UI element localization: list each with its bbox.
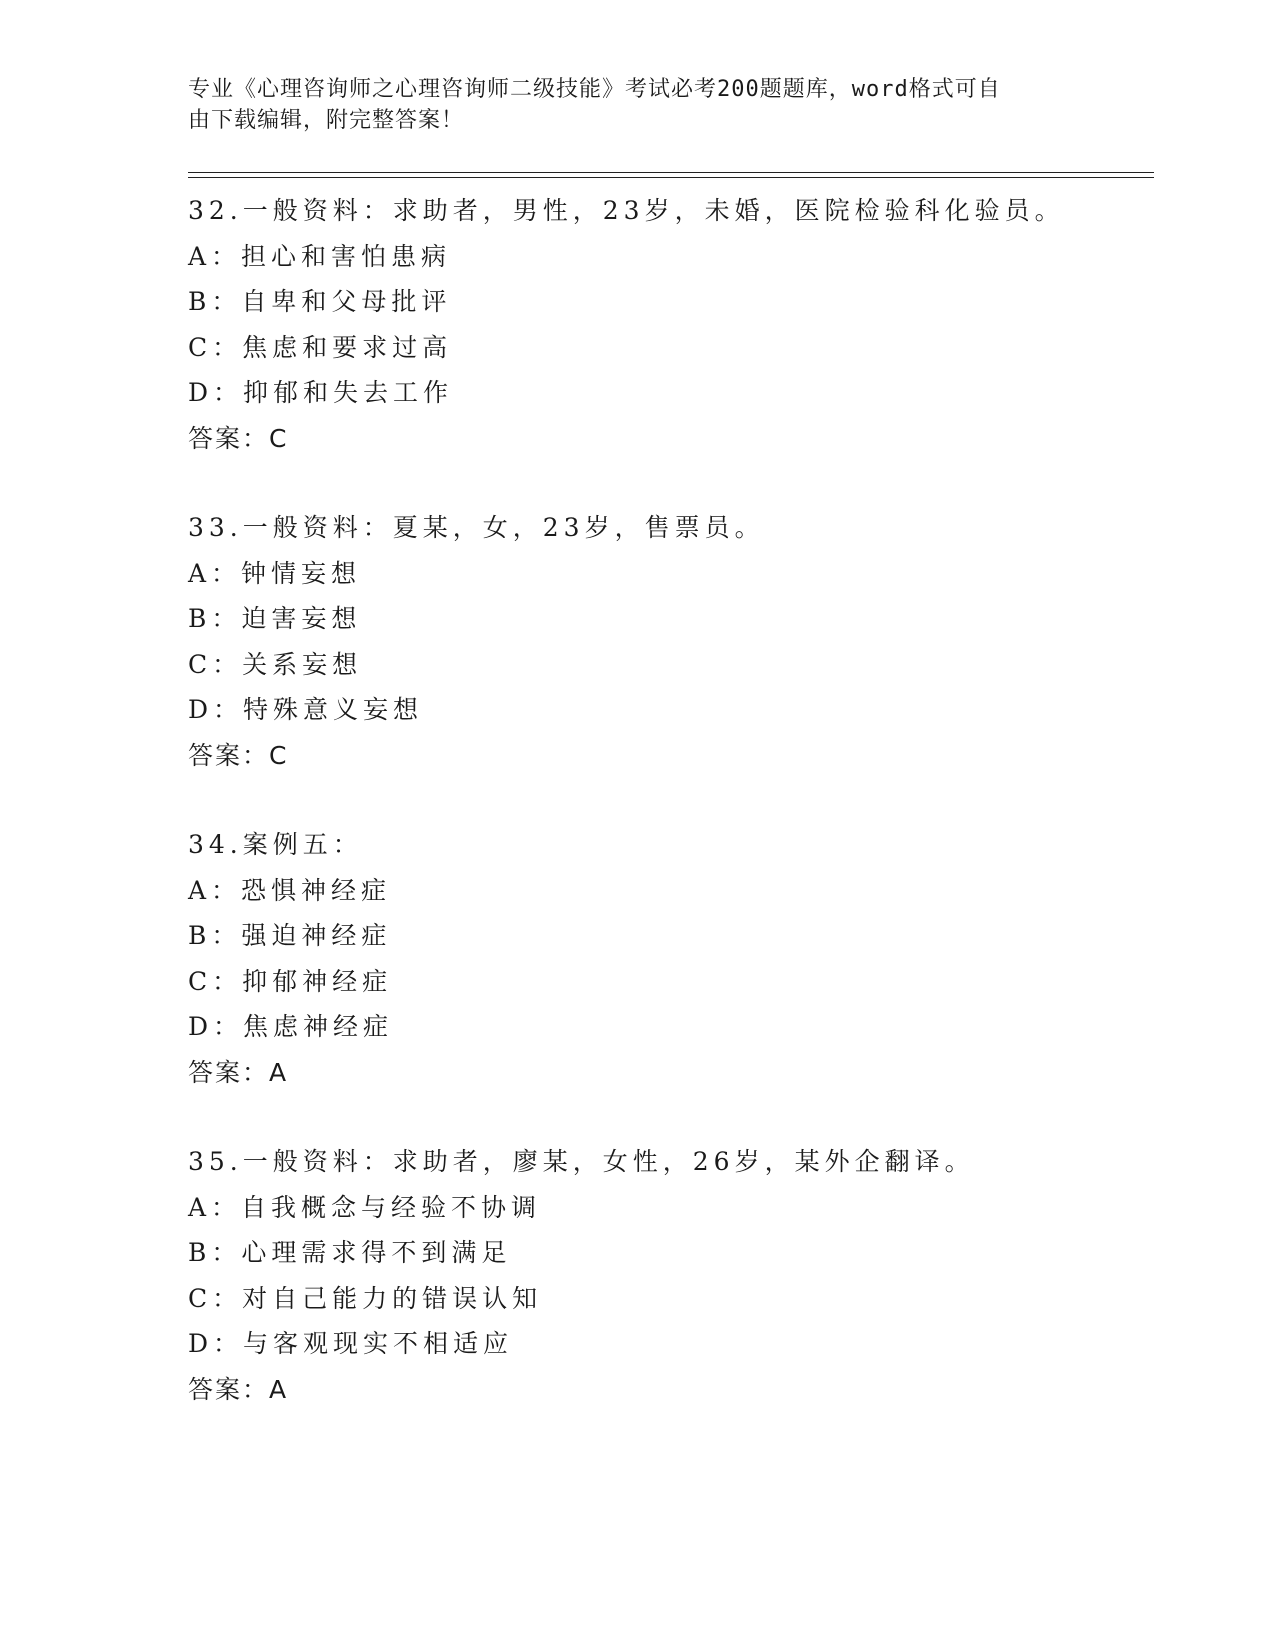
option-b: B：自卑和父母批评 [188, 287, 452, 316]
question-stem: 32.一般资料：求助者，男性，23岁，未婚，医院检验科化验员。 [188, 196, 1065, 225]
answer-text: 答案：A [188, 1374, 289, 1404]
question-32 [188, 188, 1154, 461]
option-a: A：担心和害怕患病 [188, 241, 452, 271]
question-list [188, 188, 1154, 1456]
option-a: A：自我概念与经验不协调 [188, 1192, 542, 1222]
header-divider-top [188, 172, 1154, 173]
question-stem: 35.一般资料：求助者，廖某，女性，26岁，某外企翻译。 [188, 1147, 975, 1176]
option-a: A：钟情妄想 [188, 558, 362, 588]
header-divider-bottom [188, 177, 1154, 178]
question-stem: 34.案例五： [188, 830, 363, 859]
answer-text: 答案：C [188, 740, 289, 770]
option-c: C：关系妄想 [188, 649, 363, 679]
option-b: B：心理需求得不到满足 [188, 1238, 512, 1267]
option-b: B：迫害妄想 [188, 604, 362, 633]
question-stem: 33.一般资料：夏某，女，23岁，售票员。 [188, 513, 765, 542]
question-34 [188, 822, 1154, 1095]
option-c: C：焦虑和要求过高 [188, 332, 453, 362]
option-d: D：焦虑神经症 [188, 1012, 394, 1041]
option-d: D：特殊意义妄想 [188, 695, 424, 724]
document-header [188, 74, 1068, 136]
option-b: B：强迫神经症 [188, 921, 392, 950]
question-33 [188, 505, 1154, 778]
header-line-1: 专业《心理咨询师之心理咨询师二级技能》考试必考200题题库，word格式可自 [188, 77, 1001, 102]
answer-text: 答案：A [188, 1057, 289, 1087]
option-d: D：与客观现实不相适应 [188, 1329, 514, 1358]
option-c: C：对自己能力的错误认知 [188, 1283, 543, 1313]
option-a: A：恐惧神经症 [188, 875, 392, 905]
option-c: C：抑郁神经症 [188, 966, 393, 996]
option-d: D：抑郁和失去工作 [188, 378, 454, 407]
answer-text: 答案：C [188, 423, 289, 453]
question-35 [188, 1139, 1154, 1412]
header-line-2: 由下载编辑，附完整答案！ [188, 108, 465, 133]
